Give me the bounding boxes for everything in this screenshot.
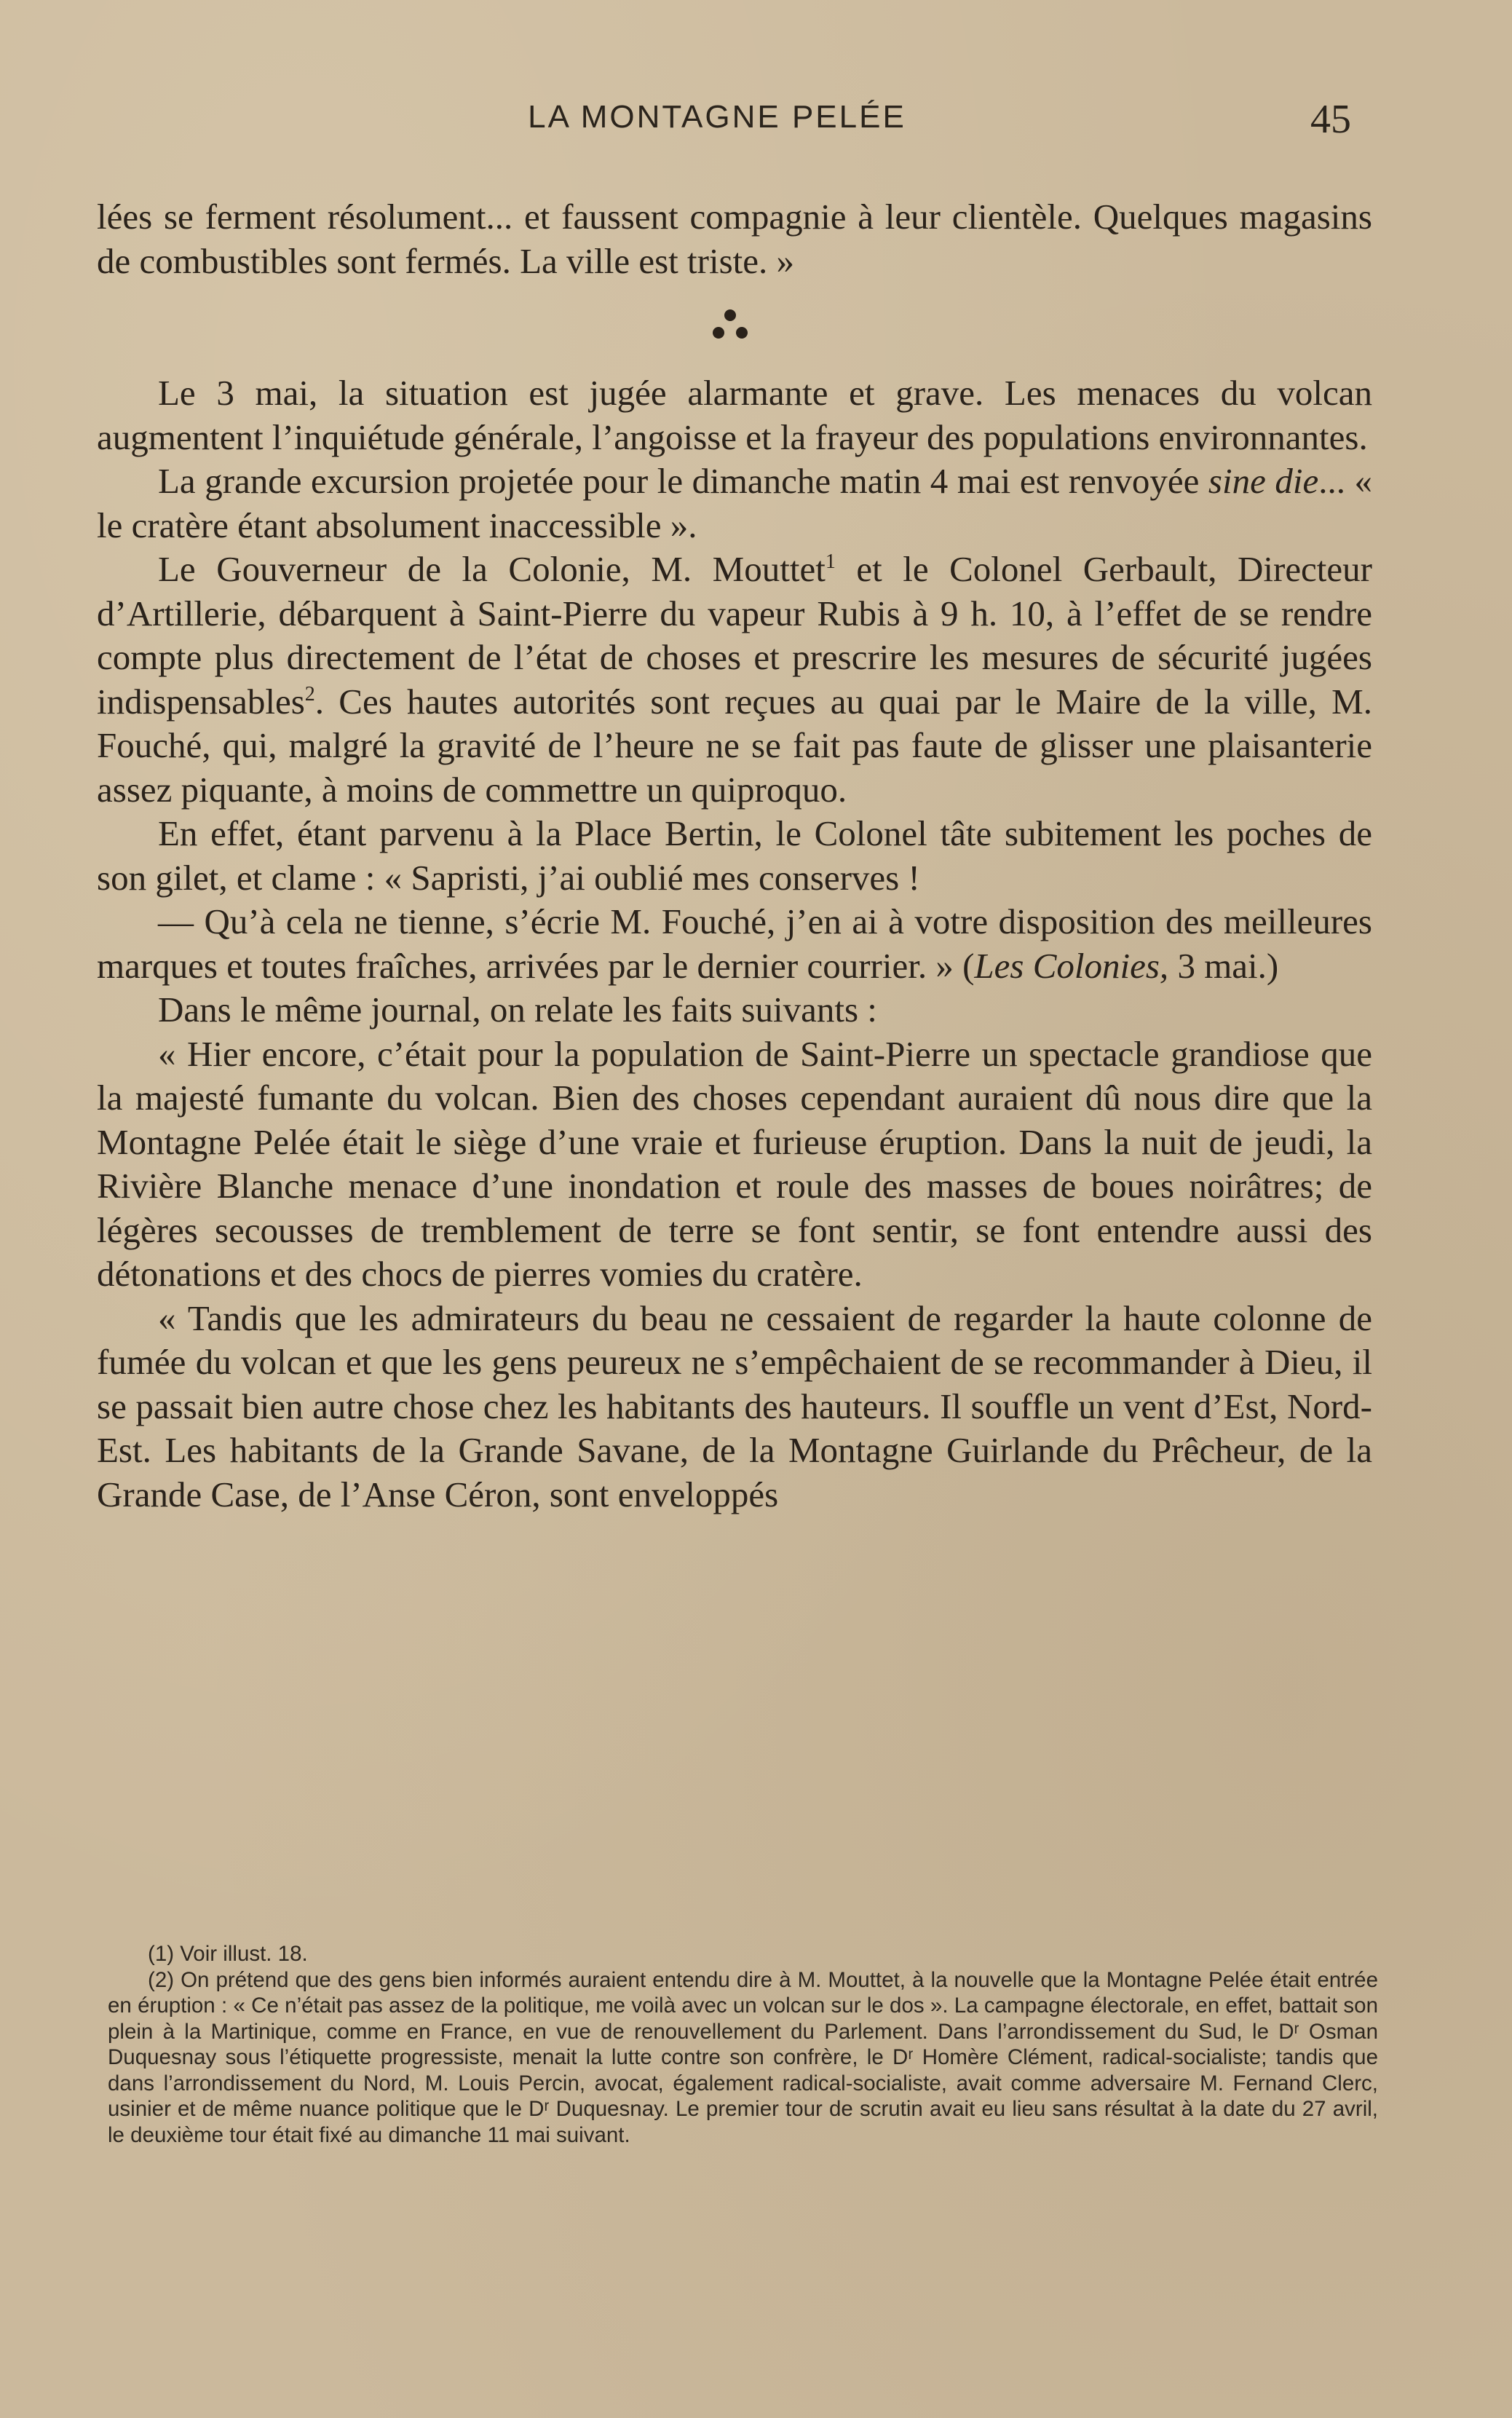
page-header [0, 96, 1512, 147]
paragraph [97, 900, 1372, 988]
paragraph-continued: lées se ferment résolument... et faussent compagnie à leur clientèle. Quelques magasins de combustibles sont fermés. La ville est triste. » [97, 197, 1372, 281]
footnote-2: (2) On prétend que des gens bien informés auraient entendu dire à M. Mouttet, à la nouvelle que la Montagne Pelée était entrée en éruption : « Ce n’était pas assez de la politique, me voilà avec un volcan sur le dos ». La campagne électorale, en effet, battait son plein à la Martinique, comme en France, en vue de renouvellement du Parlement. Dans l’arrondissement du Sud, le Dʳ Osman Duquesnay sous l’étiquette progressiste, menait la lutte contre son confrère, le Dʳ Homère Clément, radical-socialiste; tandis que dans l’arrondissement du Nord, M. Louis Percin, avocat, également radical-socialiste, avait comme adversaire M. Fernand Clerc, usinier et de même nuance politique que le Dʳ Duquesnay. Le premier tour de scrutin avait eu lieu sans résultat à la date du 27 avril, le deuxième tour était fixé au dimanche 11 mai suivant. [108, 1967, 1378, 2147]
body-text [97, 195, 1372, 1517]
italic-text: Les Colonies, [974, 945, 1169, 986]
text-run: ... « le cratère étant absolument inaccessible ». [97, 461, 1373, 545]
italic-text: sine die [1208, 461, 1319, 501]
text-run: et le Colonel Gerbault, Directeur d’Artillerie, débarquent à Saint-Pierre du vapeur Rubis à 9 h. 10, à l’effet de se rendre compte plus directement de l’état de choses et prescrire les mesures de sécurité jugées indispensables [97, 549, 1372, 722]
paragraph: Le 3 mai, la situation est jugée alarmante et grave. Les menaces du volcan augmentent l’inquiétude générale, l’angoisse et la frayeur des populations environnantes. [97, 373, 1372, 457]
text-run: Le Gouverneur de la Colonie, M. Mouttet [158, 549, 826, 589]
paragraph: « Tandis que les admirateurs du beau ne cessaient de regarder la haute colonne de fumée du volcan et que les gens peureux ne s’empêchaient de se recommander à Dieu, il se passait bien autre chose chez les habitants des hauteurs. Il souffle un vent d’Est, Nord-Est. Les habitants de la Grande Savane, de la Montagne Guirlande du Prêcheur, de la Grande Case, de l’Anse Céron, sont enveloppés [97, 1297, 1372, 1514]
paragraph: En effet, étant parvenu à la Place Bertin, le Colonel tâte subitement les poches de son gilet, et clame : « Sapristi, j’ai oublié mes conserves ! [97, 813, 1372, 898]
text-run: — Qu’à cela ne tienne, s’écrie M. Fouché, j’en ai à votre disposition des meilleures marques et toutes fraîches, arrivées par le dernier courrier. » ( [97, 901, 1372, 986]
footnotes [108, 1941, 1378, 2148]
text-run: . Ces hautes autorités sont reçues au quai par le Maire de la ville, M. Fouché, qui, malgré la gravité de l’heure ne se fait pas faute de glisser une plaisanterie assez piquante, à moins de commettre un quiproquo. [97, 681, 1372, 810]
text-run: La grande excursion projetée pour le dimanche matin 4 mai est renvoyée [158, 461, 1208, 501]
asterism-icon [701, 305, 759, 349]
running-title: LA MONTAGNE PELÉE [528, 99, 906, 135]
footnote-ref: 2 [304, 682, 315, 706]
footnote-1: (1) Voir illust. 18. [148, 1942, 308, 1966]
text-run: 3 mai.) [1168, 945, 1279, 986]
paragraph [97, 459, 1372, 548]
page-number: 45 [1310, 97, 1351, 142]
asterism-divider [97, 283, 1372, 371]
footnote-ref: 1 [825, 550, 836, 573]
paragraph: « Hier encore, c’était pour la population de Saint-Pierre un spectacle grandiose que la majesté fumante du volcan. Bien des choses cependant auraient dû nous dire que la Montagne Pelée était le siège d’une vraie et furieuse éruption. Dans la nuit de jeudi, la Rivière Blanche menace d’une inondation et roule des masses de boues noirâtres; de légères secousses de tremblement de terre se font sentir, se font entendre aussi des détonations et des chocs de pierres vomies du cratère. [97, 1033, 1372, 1294]
paragraph: Dans le même journal, on relate les faits suivants : [158, 989, 877, 1030]
paragraph [97, 548, 1372, 812]
